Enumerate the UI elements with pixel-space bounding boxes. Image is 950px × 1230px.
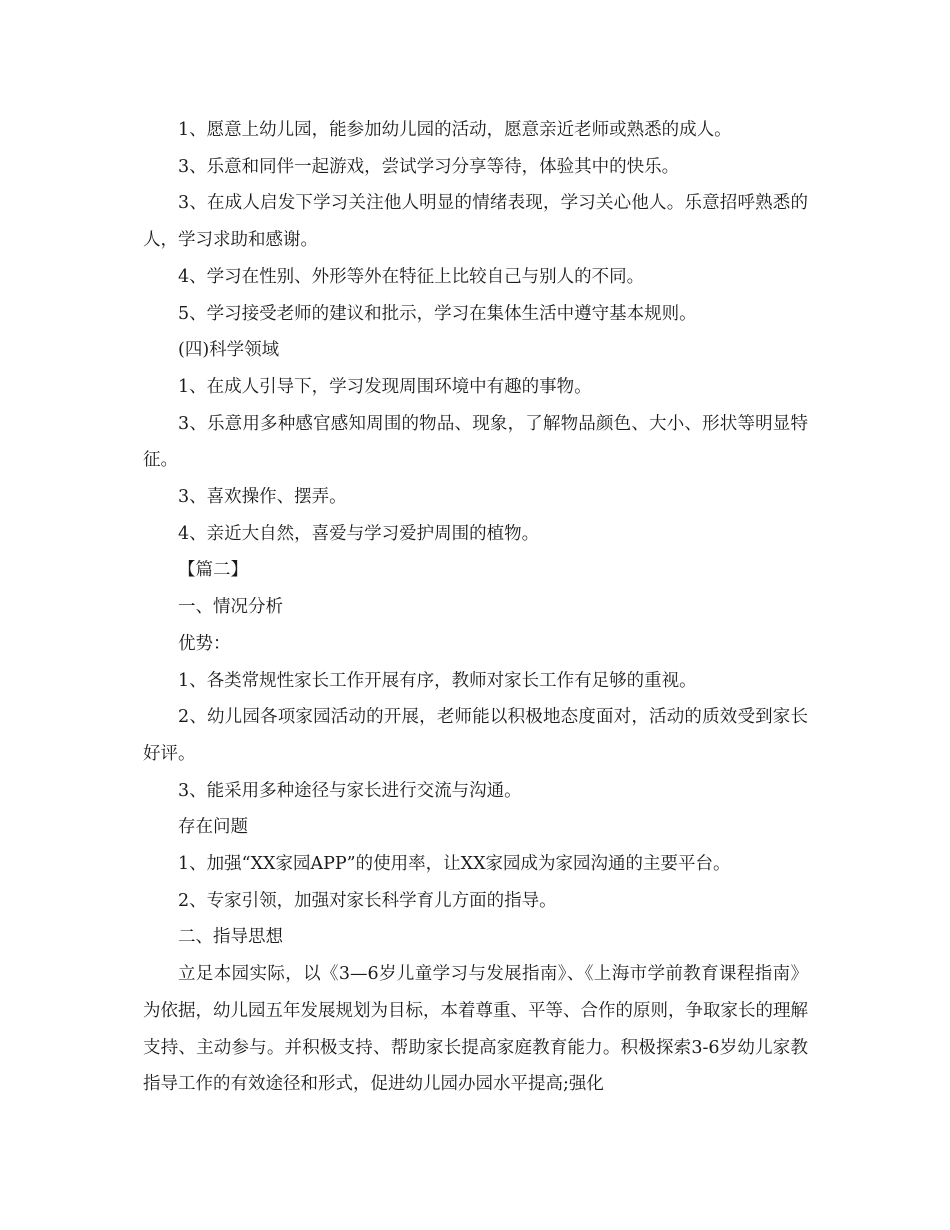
paragraph: 1、愿意上幼儿园，能参加幼儿园的活动，愿意亲近老师或熟悉的成人。 bbox=[178, 120, 732, 140]
section-heading: 二、指导思想 bbox=[178, 927, 283, 948]
paragraph: 2、专家引领，加强对家长科学育儿方面的指导。 bbox=[178, 890, 557, 911]
paragraph: 3、能采用多种途径与家长进行交流与沟通。 bbox=[178, 780, 522, 801]
paragraph: 3、乐意用多种感官感知周围的物品、现象，了解物品颜色、大小、形状等明显特征。 bbox=[143, 413, 808, 471]
paragraph: 3、在成人启发下学习关注他人明显的情绪表现，学习关心他人。乐意招呼熟悉的人，学习求助和感谢。 bbox=[143, 193, 808, 251]
paragraph: 1、加强“XX家园APP”的使用率，让XX家园成为家园沟通的主要平台。 bbox=[178, 854, 731, 875]
section-heading: (四)科学领域 bbox=[178, 340, 280, 361]
paragraph: 1、各类常规性家长工作开展有序，教师对家长工作有足够的重视。 bbox=[178, 670, 697, 691]
section-heading: 【篇二】 bbox=[178, 560, 248, 581]
subheading: 优势： bbox=[178, 633, 231, 654]
paragraph: 5、学习接受老师的建议和批示，学习在集体生活中遵守基本规则。 bbox=[178, 303, 697, 324]
paragraph: 4、学习在性别、外形等外在特征上比较自己与别人的不同。 bbox=[178, 266, 645, 287]
section-heading: 一、情况分析 bbox=[178, 597, 283, 618]
paragraph: 1、在成人引导下，学习发现周围环境中有趣的事物。 bbox=[178, 376, 592, 397]
paragraph: 立足本园实际，以《3—6岁儿童学习与发展指南》、《上海市学前教育课程指南》为依据，幼儿园五年发展规划为目标，本着尊重、平等、合作的原则，争取家长的理解支持、主动参与。并积极支持、帮助家长提高家庭教育能力。积极探索3-6岁幼儿家教指导工作的有效途径和形式，促进幼儿园办园水平提高;强化 bbox=[143, 964, 808, 1095]
subheading: 存在问题 bbox=[178, 817, 248, 838]
paragraph: 3、喜欢操作、摆弄。 bbox=[178, 487, 347, 508]
paragraph: 3、乐意和同伴一起游戏，尝试学习分享等待，体验其中的快乐。 bbox=[178, 156, 680, 177]
paragraph: 2、幼儿园各项家园活动的开展，老师能以积极地态度面对，活动的质效受到家长好评。 bbox=[143, 707, 808, 764]
document-body bbox=[143, 112, 808, 1103]
paragraph: 4、亲近大自然，喜爱与学习爱护周围的植物。 bbox=[178, 523, 540, 544]
